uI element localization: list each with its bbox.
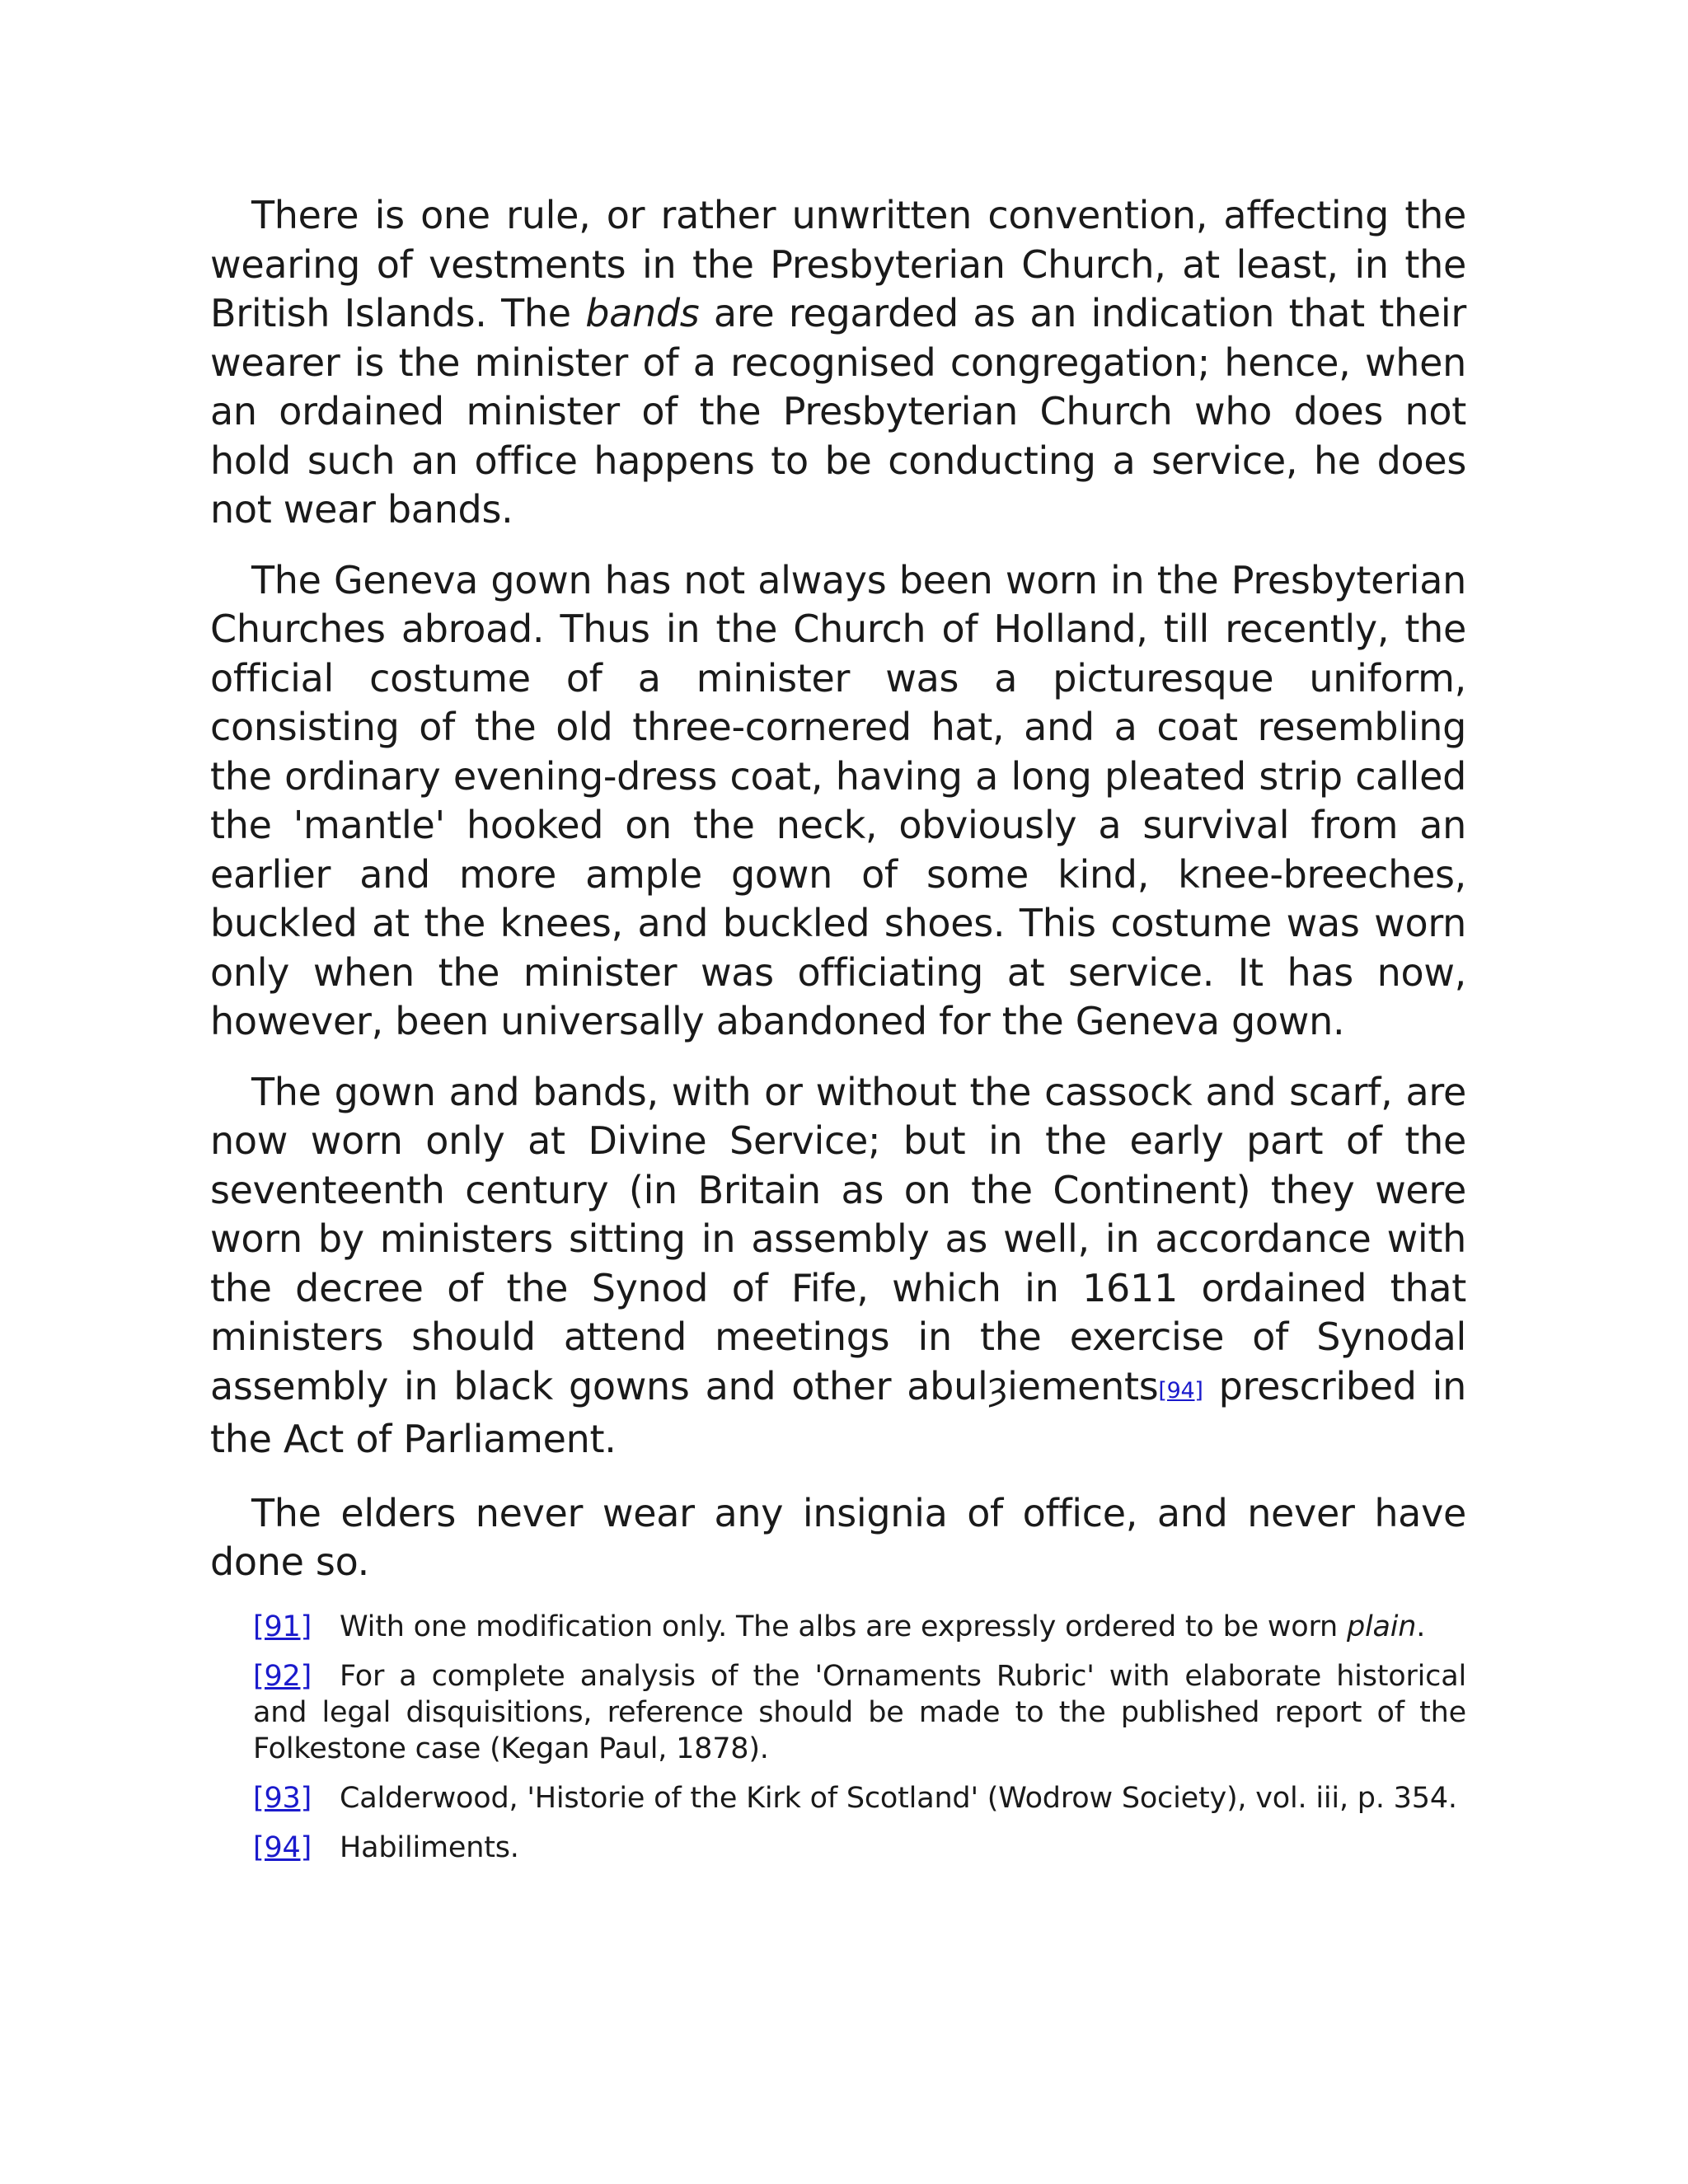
footnote-text: For a complete analysis of the 'Ornaments Rubric' with elaborate historical and legal disquisitions, reference should be made to the published report of the Folkestone case (Kegan Paul, 1878).	[253, 1659, 1466, 1765]
emphasis-text: bands	[585, 291, 700, 335]
paragraph-synod-of-fife	[210, 1068, 1466, 1465]
footnote-link-94[interactable]: [94]	[1158, 1377, 1203, 1404]
paragraph-text: The Geneva gown has not always been worn in the Presbyterian Churches abroad. Thus in the Church of Holland, till recently, the official costume of a minister was a picturesque uniform, consisting of the old three-cornered hat, and a coat resembling the ordinary evening-dress coat, having a long pleated strip called the 'mantle' hooked on the neck, obviously a survival from an earlier and more ample gown of some kind, knee-breeches, buckled at the knees, and buckled shoes. This costume was worn only when the minister was officiating at service. It has now, however, been universally abandoned for the Geneva gown.	[210, 557, 1466, 1043]
paragraph-bands	[210, 191, 1466, 535]
footnote-backlink-92[interactable]: [92]	[253, 1659, 312, 1693]
footnote-backlink-94[interactable]: [94]	[253, 1830, 312, 1864]
footnote-text: Habiliments.	[340, 1830, 519, 1864]
paragraph-elders	[210, 1489, 1466, 1587]
footnote-92	[253, 1658, 1466, 1767]
footnote-93	[253, 1780, 1466, 1816]
emphasis-text: plain	[1346, 1610, 1417, 1643]
footnote-backlink-91[interactable]: [91]	[253, 1610, 312, 1643]
paragraph-text: The elders never wear any insignia of office, and never have done so.	[210, 1490, 1466, 1584]
footnote-91	[253, 1609, 1466, 1645]
footnote-94	[253, 1830, 1466, 1866]
paragraph-geneva-gown	[210, 556, 1466, 1047]
footnote-text: .	[1416, 1610, 1426, 1643]
page-body	[210, 191, 1466, 1879]
footnote-text: With one modification only. The albs are expressly ordered to be worn	[340, 1610, 1347, 1643]
footnotes-section	[210, 1609, 1466, 1866]
paragraph-text: There is one rule, or rather unwritten convention, affecting the wearing of vestments in the Presbyterian Church, at least, in the British Islands. The	[210, 193, 1466, 335]
paragraph-text: are regarded as an indication that their wearer is the minister of a recognised congregation; hence, when an ordained minister of the Presbyterian Church who does not hold such an office happens to be conducting a service, he does not wear bands.	[210, 291, 1466, 532]
paragraph-text: The gown and bands, with or without the cassock and scarf, are now worn only at Divine Service; but in the early part of the seventeenth century (in Britain as on the Continent) they were worn by ministers sitting in assembly as well, in accordance with the decree of the Synod of Fife, which in 1611 ordained that ministers should attend meetings in the exercise of Synodal assembly in black gowns and other abulȝiements	[210, 1069, 1466, 1408]
footnote-backlink-93[interactable]: [93]	[253, 1781, 312, 1815]
footnote-text: Calderwood, 'Historie of the Kirk of Scotland' (Wodrow Society), vol. iii, p. 354.	[340, 1781, 1457, 1815]
paragraph-text: prescribed in the Act of Parliament.	[210, 1363, 1466, 1461]
